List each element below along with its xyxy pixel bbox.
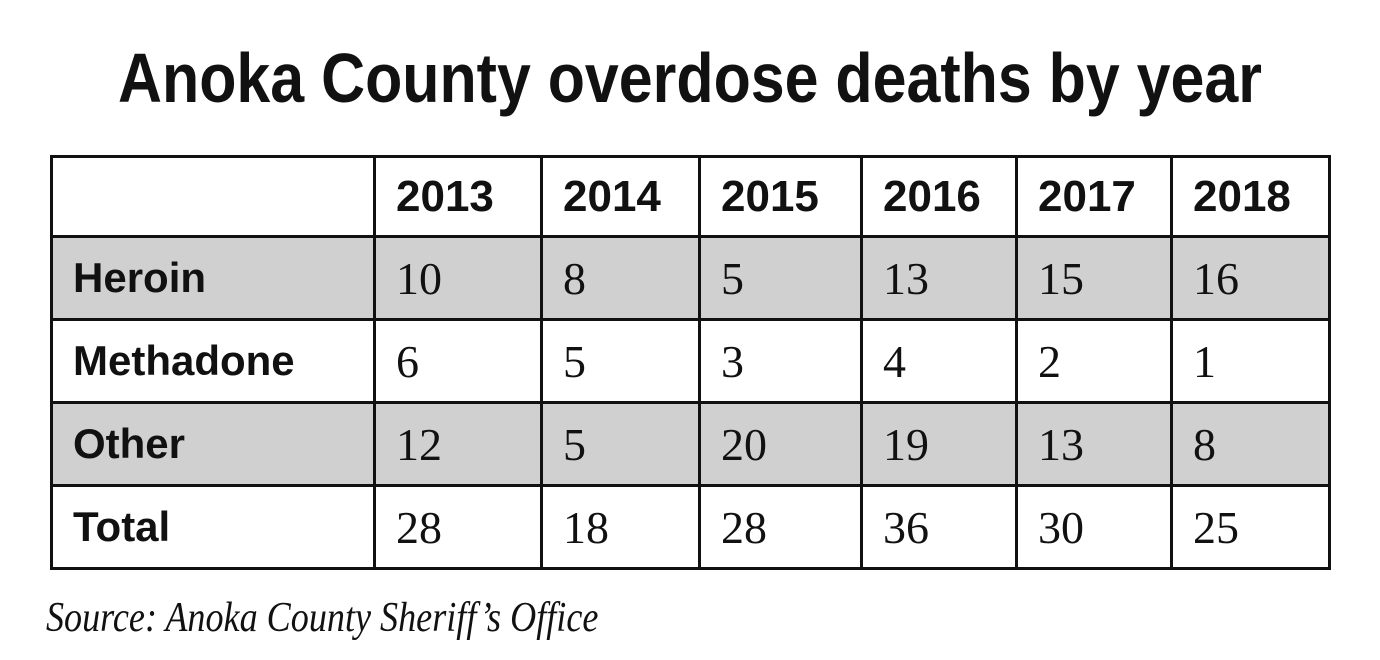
column-header: 2013: [375, 157, 542, 237]
table-cell: 12: [375, 403, 542, 486]
table-row-heroin: [52, 237, 1330, 320]
table-cell: 10: [375, 237, 542, 320]
table-cell: 30: [1017, 486, 1172, 569]
column-header: 2014: [542, 157, 700, 237]
table-cell: 28: [375, 486, 542, 569]
table-cell: 28: [700, 486, 862, 569]
column-header: 2018: [1172, 157, 1330, 237]
table-cell: 15: [1017, 237, 1172, 320]
table-row-methadone: [52, 320, 1330, 403]
table-cell: 3: [700, 320, 862, 403]
table-cell: 36: [862, 486, 1017, 569]
table-cell: 25: [1172, 486, 1330, 569]
source-note: Source: Anoka County Sheriff’s Office: [46, 595, 599, 641]
table-row-total: [52, 486, 1330, 569]
table-cell: 13: [1017, 403, 1172, 486]
table-cell: 18: [542, 486, 700, 569]
column-header: 2017: [1017, 157, 1172, 237]
table-cell: 5: [542, 403, 700, 486]
table-cell: 2: [1017, 320, 1172, 403]
table-cell: 8: [542, 237, 700, 320]
table-cell: 5: [542, 320, 700, 403]
corner-cell: [52, 157, 375, 237]
row-label: Other: [52, 403, 375, 486]
column-header: 2016: [862, 157, 1017, 237]
table-cell: 6: [375, 320, 542, 403]
table-cell: 19: [862, 403, 1017, 486]
row-label: Heroin: [52, 237, 375, 320]
table-cell: 1: [1172, 320, 1330, 403]
table-cell: 8: [1172, 403, 1330, 486]
column-header: 2015: [700, 157, 862, 237]
chart-title: Anoka County overdose deaths by year: [118, 39, 1262, 117]
table-row-other: [52, 403, 1330, 486]
table-header-row: [52, 157, 1330, 237]
table-cell: 4: [862, 320, 1017, 403]
table-cell: 5: [700, 237, 862, 320]
table-cell: 13: [862, 237, 1017, 320]
row-label: Total: [52, 486, 375, 569]
table-cell: 16: [1172, 237, 1330, 320]
table-cell: 20: [700, 403, 862, 486]
overdose-deaths-table: [50, 155, 1331, 570]
row-label: Methadone: [52, 320, 375, 403]
